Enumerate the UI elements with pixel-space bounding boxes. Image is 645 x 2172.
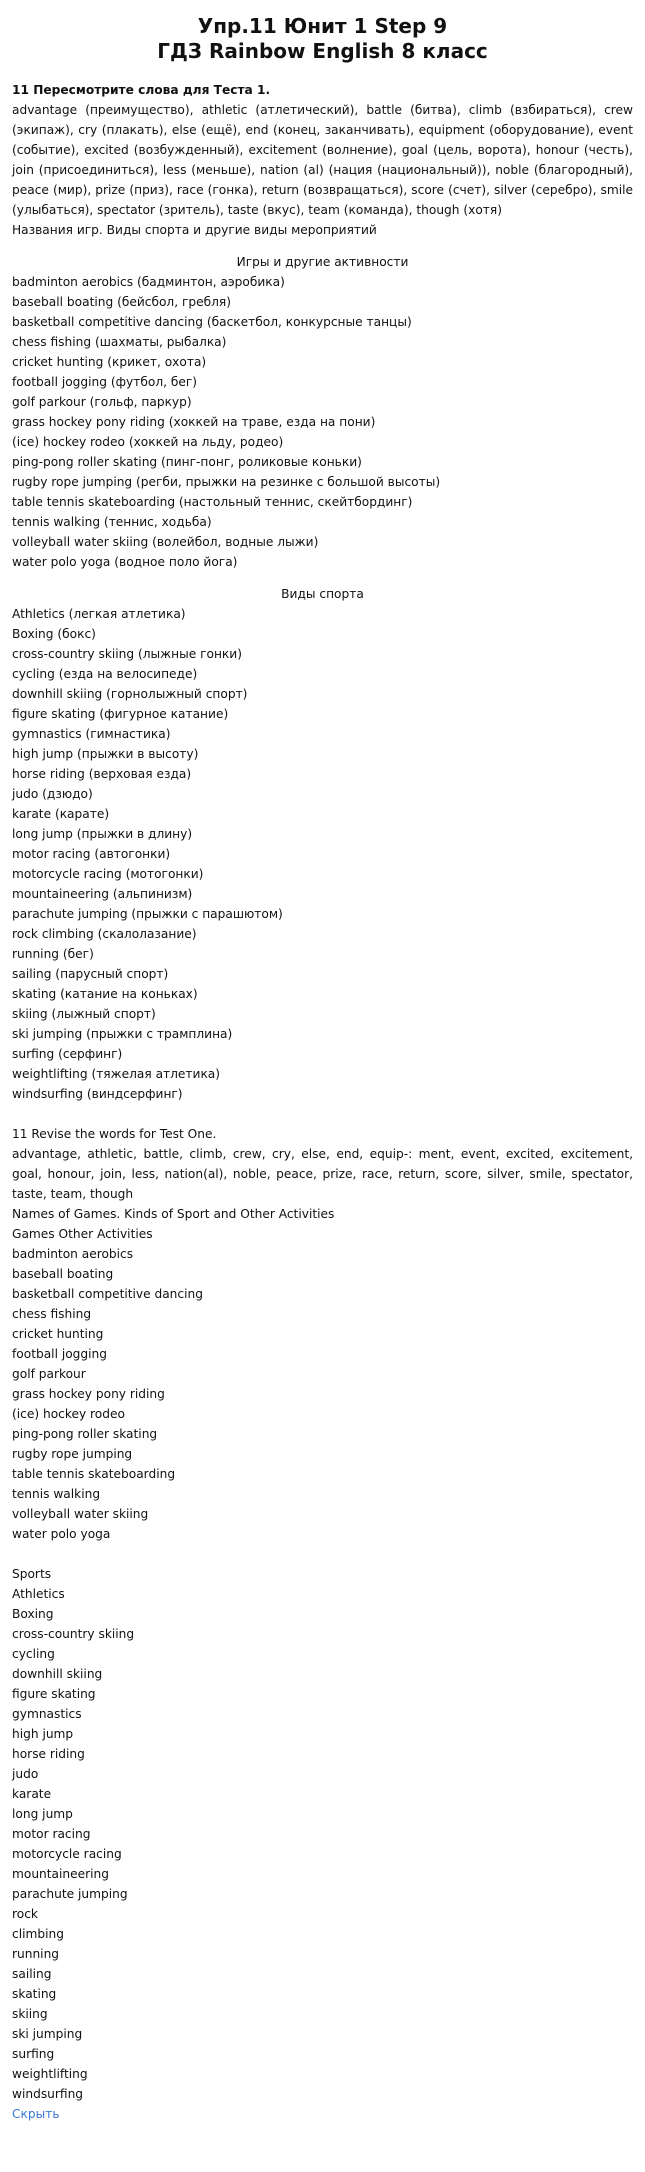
list-item: parachute jumping bbox=[12, 1887, 128, 1901]
sports-heading: Виды спорта bbox=[281, 587, 364, 601]
list-item: cycling (езда на велосипеде) bbox=[12, 667, 198, 681]
list-item: long jump (прыжки в длину) bbox=[12, 827, 193, 841]
list-item: cycling bbox=[12, 1647, 55, 1661]
list-item: baseball boating bbox=[12, 1267, 114, 1281]
sports-list bbox=[12, 604, 633, 1104]
list-item: skating (катание на коньках) bbox=[12, 987, 198, 1001]
list-item: grass hockey pony riding (хоккей на траве, езда на пони) bbox=[12, 415, 376, 429]
list-item: basketball competitive dancing bbox=[12, 1287, 203, 1301]
list-item: judo (дзюдо) bbox=[12, 787, 93, 801]
list-item: chess fishing bbox=[12, 1307, 92, 1321]
list-item: ping-pong roller skating (пинг-понг, роликовые коньки) bbox=[12, 455, 362, 469]
list-item: rugby rope jumping bbox=[12, 1447, 133, 1461]
list-item: skiing (лыжный спорт) bbox=[12, 1007, 156, 1021]
list-item: tennis walking bbox=[12, 1487, 101, 1501]
title-line-1: Упр.11 Юнит 1 Step 9 bbox=[197, 14, 448, 38]
list-item: climbing bbox=[12, 1927, 64, 1941]
list-item: parachute jumping (прыжки с парашютом) bbox=[12, 907, 283, 921]
list-item: water polo yoga bbox=[12, 1527, 111, 1541]
list-item: high jump bbox=[12, 1727, 74, 1741]
section-heading: 11 Revise the words for Test One. bbox=[12, 1127, 217, 1141]
list-item: badminton aerobics (бадминтон, аэробика) bbox=[12, 275, 285, 289]
list-item: downhill skiing bbox=[12, 1667, 103, 1681]
list-item: volleyball water skiing bbox=[12, 1507, 149, 1521]
list-item: grass hockey pony riding bbox=[12, 1387, 165, 1401]
games-heading: Games Other Activities bbox=[12, 1227, 153, 1241]
sports-heading: Sports bbox=[12, 1567, 52, 1581]
list-item: karate bbox=[12, 1787, 52, 1801]
list-item: weightlifting (тяжелая атлетика) bbox=[12, 1067, 221, 1081]
list-item: rock bbox=[12, 1907, 38, 1921]
vocabulary-paragraph: advantage, athletic, battle, climb, crew, cry, else, end, equip-: ment, event, excited, excitement, goal, honour, join, less, nation(al), noble, peace, prize, race, return, score, silver, smile, spectator, taste, team, though bbox=[12, 1147, 633, 1201]
list-item: gymnastics (гимнастика) bbox=[12, 727, 171, 741]
list-item: table tennis skateboarding bbox=[12, 1467, 176, 1481]
games-list bbox=[12, 272, 633, 572]
list-item: (ice) hockey rodeo bbox=[12, 1407, 125, 1421]
list-item: figure skating bbox=[12, 1687, 96, 1701]
list-item: running bbox=[12, 1947, 60, 1961]
list-item: Boxing bbox=[12, 1607, 54, 1621]
list-item: golf parkour (гольф, паркур) bbox=[12, 395, 192, 409]
list-item: football jogging (футбол, бег) bbox=[12, 375, 198, 389]
list-item: ski jumping bbox=[12, 2027, 83, 2041]
list-item: high jump (прыжки в высоту) bbox=[12, 747, 199, 761]
list-item: baseball boating (бейсбол, гребля) bbox=[12, 295, 231, 309]
list-item: mountaineering bbox=[12, 1867, 109, 1881]
list-item: cross-country skiing bbox=[12, 1627, 135, 1641]
list-item: golf parkour bbox=[12, 1367, 86, 1381]
list-item: rock climbing (скалолазание) bbox=[12, 927, 197, 941]
list-item: rugby rope jumping (регби, прыжки на резинке с большой высоты) bbox=[12, 475, 441, 489]
section-russian bbox=[12, 80, 633, 1104]
list-item: gymnastics bbox=[12, 1707, 82, 1721]
list-item: Boxing (бокс) bbox=[12, 627, 96, 641]
list-item: (ice) hockey rodeo (хоккей на льду, родео) bbox=[12, 435, 284, 449]
list-item: horse riding bbox=[12, 1747, 85, 1761]
games-heading: Игры и другие активности bbox=[236, 255, 409, 269]
list-item: surfing bbox=[12, 2047, 55, 2061]
list-item: chess fishing (шахматы, рыбалка) bbox=[12, 335, 227, 349]
list-item: motor racing bbox=[12, 1827, 91, 1841]
list-item: football jogging bbox=[12, 1347, 107, 1361]
list-item: cricket hunting bbox=[12, 1327, 104, 1341]
list-item: judo bbox=[12, 1767, 39, 1781]
list-item: sailing bbox=[12, 1967, 52, 1981]
list-item: motor racing (автогонки) bbox=[12, 847, 171, 861]
list-item: cross-country skiing (лыжные гонки) bbox=[12, 647, 242, 661]
collapse-link[interactable]: Скрыть bbox=[12, 2107, 60, 2121]
list-item: motorcycle racing bbox=[12, 1847, 122, 1861]
list-item: downhill skiing (горнолыжный спорт) bbox=[12, 687, 248, 701]
list-item: basketball competitive dancing (баскетбол, конкурсные танцы) bbox=[12, 315, 412, 329]
list-item: long jump bbox=[12, 1807, 73, 1821]
title-line-2: ГДЗ Rainbow English 8 класс bbox=[157, 39, 488, 63]
list-item: running (бег) bbox=[12, 947, 94, 961]
list-item: figure skating (фигурное катание) bbox=[12, 707, 229, 721]
list-item: windsurfing (виндсерфинг) bbox=[12, 1087, 183, 1101]
list-item: horse riding (верховая езда) bbox=[12, 767, 192, 781]
list-item: skating bbox=[12, 1987, 57, 2001]
list-item: ping-pong roller skating bbox=[12, 1427, 158, 1441]
list-item: badminton aerobics bbox=[12, 1247, 134, 1261]
section-heading: 11 Пересмотрите слова для Теста 1. bbox=[12, 83, 271, 97]
list-item: table tennis skateboarding (настольный теннис, скейтбординг) bbox=[12, 495, 413, 509]
list-item: tennis walking (теннис, ходьба) bbox=[12, 515, 212, 529]
list-item: ski jumping (прыжки с трамплина) bbox=[12, 1027, 233, 1041]
list-item: Athletics bbox=[12, 1587, 65, 1601]
sports-list bbox=[12, 1584, 633, 2104]
list-item: windsurfing bbox=[12, 2087, 84, 2101]
list-item: mountaineering (альпинизм) bbox=[12, 887, 193, 901]
vocabulary-paragraph: advantage (преимущество), athletic (атлетический), battle (битва), climb (взбираться), crew (экипаж), cry (плакать), else (ещё), end (конец, заканчивать), equipment (оборудование), event (событие), excited (возбужденный), excitement (волнение), goal (цель, ворота), honour (честь), join (присоединиться), less (меньше), nation (al) (нация (национальный)), noble (благородный), peace (мир), prize (приз), race (гонка), return (возвращаться), score (счет), silver (серебро), smile (улыбаться), spectator (зритель), taste (вкус), team (команда), though (хотя) bbox=[12, 103, 633, 217]
names-line: Names of Games. Kinds of Sport and Other Activities bbox=[12, 1207, 335, 1221]
list-item: water polo yoga (водное поло йога) bbox=[12, 555, 238, 569]
list-item: motorcycle racing (мотогонки) bbox=[12, 867, 204, 881]
list-item: sailing (парусный спорт) bbox=[12, 967, 169, 981]
section-english bbox=[12, 1124, 633, 2104]
games-list bbox=[12, 1244, 633, 1544]
names-line: Названия игр. Виды спорта и другие виды мероприятий bbox=[12, 223, 377, 237]
list-item: karate (карате) bbox=[12, 807, 110, 821]
list-item: cricket hunting (крикет, охота) bbox=[12, 355, 207, 369]
list-item: skiing bbox=[12, 2007, 48, 2021]
list-item: weightlifting bbox=[12, 2067, 88, 2081]
list-item: surfing (серфинг) bbox=[12, 1047, 123, 1061]
list-item: Athletics (легкая атлетика) bbox=[12, 607, 186, 621]
list-item: volleyball water skiing (волейбол, водные лыжи) bbox=[12, 535, 319, 549]
page-title bbox=[12, 14, 633, 64]
